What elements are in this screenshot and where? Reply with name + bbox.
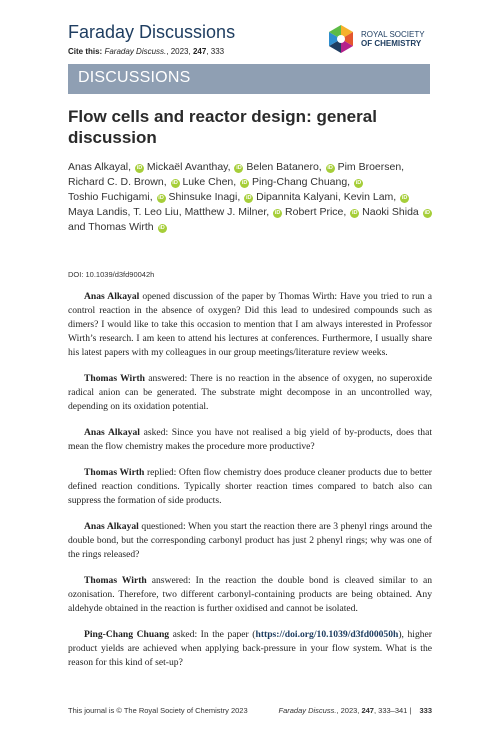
paragraph-text: answered: In the reaction the double bond is cleaved similar to an ozonisation. Therefore, two different carbonyl-containing products are being obtained. Any aldehyde obtained in the reaction is further oxidised and cannot be isolated.: [68, 575, 432, 614]
author-name[interactable]: Toshio Fuchigami,: [68, 191, 153, 203]
paragraph: [68, 520, 432, 562]
author[interactable]: [285, 206, 359, 218]
speaker-name: Anas Alkayal: [84, 427, 140, 438]
footer-volume: 247: [361, 706, 374, 715]
author-name[interactable]: Anas Alkayal,: [68, 161, 132, 173]
orcid-icon[interactable]: iD: [424, 210, 430, 216]
author[interactable]: [147, 161, 244, 173]
orcid-icon[interactable]: iD: [172, 180, 178, 186]
author-name[interactable]: Matthew J. Milner,: [184, 206, 270, 218]
footer-separator: |: [407, 706, 414, 715]
orcid-icon[interactable]: iD: [136, 165, 143, 171]
cite-page: , 333: [206, 47, 225, 56]
author[interactable]: [256, 191, 341, 203]
author-name[interactable]: Richard C. D. Brown,: [68, 176, 167, 188]
author-name[interactable]: Maya Landis,: [68, 206, 131, 218]
paragraph: [68, 466, 432, 508]
orcid-icon[interactable]: iD: [401, 195, 408, 201]
author[interactable]: [168, 191, 253, 203]
doi-link[interactable]: https://doi.org/10.1039/d3fd00050h: [255, 629, 399, 640]
orcid-icon[interactable]: iD: [159, 225, 165, 231]
author-name[interactable]: Luke Chen,: [182, 176, 237, 188]
speaker-name: Anas Alkayal: [84, 521, 139, 532]
paragraph: [68, 628, 432, 670]
footer-year: , 2023,: [336, 706, 362, 715]
speaker-name: Thomas Wirth: [84, 467, 145, 478]
paragraph-text: questioned: When you start the reaction there are 3 phenyl rings around the double bond, but the corresponding carbonyl product has just 2 phenyl rings; why was one of the rings released?: [68, 521, 432, 560]
paragraph-text: answered: There is no reaction in the absence of oxygen, no superoxide radical anion can be generated. The substrate might decompose in an uncontrolled way, depending on its oxidation potential.: [68, 373, 433, 412]
doi[interactable]: DOI: 10.1039/d3fd90042h: [68, 270, 155, 279]
cite-volume: 247: [192, 47, 207, 56]
speaker-name: Anas Alkayal: [84, 291, 140, 302]
paragraph: [68, 574, 432, 616]
speaker-name: Thomas Wirth: [84, 373, 146, 384]
author-name[interactable]: Kevin Lam,: [343, 191, 397, 203]
paragraph: [68, 372, 432, 414]
orcid-icon[interactable]: iD: [355, 180, 362, 186]
paragraph-text: ), higher product yields are achieved when applying back-pressure in your flow system. What is the reason for this kind of set-up?: [68, 629, 432, 668]
paragraph-text: asked: Since you have not realised a big yield of by-products, does that mean the flow chemistry makes the procedure more productive?: [68, 427, 433, 452]
section-label: DISCUSSIONS: [78, 69, 191, 86]
speaker-name: Ping-Chang Chuang: [84, 629, 170, 640]
cite-label: Cite this:: [68, 47, 103, 56]
paragraph-text: replied: Often flow chemistry does produce cleaner products due to better defined reaction conditions. Typically shorter reaction times compared to batch also can suppress the formation of side products.: [68, 467, 433, 506]
author[interactable]: [68, 191, 166, 203]
discussion-body: [68, 290, 432, 682]
cite-journal: Faraday Discuss.: [104, 47, 167, 56]
author-list: [68, 160, 438, 235]
section-banner: [68, 64, 430, 94]
author-name[interactable]: Shinsuke Inagi,: [168, 191, 241, 203]
orcid-icon[interactable]: iD: [236, 165, 242, 171]
orcid-icon[interactable]: iD: [158, 195, 164, 201]
citation-line: [68, 47, 224, 56]
footer-citation: [279, 706, 433, 715]
article-title: Flow cells and reactor design: general discussion: [68, 107, 377, 147]
copyright: This journal is © The Royal Society of Chemistry 2023: [68, 706, 248, 715]
author[interactable]: [246, 161, 334, 173]
author[interactable]: [182, 176, 249, 188]
footer-journal: Faraday Discuss.: [278, 706, 337, 715]
cite-year: , 2023,: [166, 47, 193, 56]
author[interactable]: [68, 206, 130, 218]
author-name[interactable]: and Thomas Wirth: [68, 221, 154, 233]
author-name[interactable]: Naoki Shida: [362, 206, 419, 218]
author-name[interactable]: Robert Price,: [285, 206, 347, 218]
page-footer: [68, 706, 432, 715]
paragraph-text: asked: In the paper (: [169, 629, 256, 640]
author-name[interactable]: T. Leo Liu,: [133, 206, 182, 218]
paragraph-text: opened discussion of the paper by Thomas Wirth: Have you tried to run a control reaction in the absence of oxygen? Did this lead to undesired compounds such as dimers? I would like to take this occasion to mention that I am always interested in Professor Wirth’s research. I am keen to attend his lectures at conferences. Furthermore, I usually share his latest papers with my colleagues in our group meetings/literature review weeks.: [68, 291, 433, 358]
orcid-icon[interactable]: iD: [327, 165, 333, 171]
rsc-logo-icon: [326, 24, 356, 54]
author[interactable]: [344, 191, 409, 203]
orcid-icon[interactable]: iD: [241, 180, 248, 186]
author[interactable]: [68, 176, 180, 188]
paragraph: [68, 426, 432, 454]
footer-pages: , 333–341: [373, 706, 408, 715]
author[interactable]: [68, 221, 167, 233]
author-name[interactable]: Mickaël Avanthay,: [146, 161, 231, 173]
author-name[interactable]: Ping-Chang Chuang,: [252, 176, 351, 188]
speaker-name: Thomas Wirth: [84, 575, 147, 586]
author-name[interactable]: Belen Batanero,: [246, 161, 322, 173]
author[interactable]: [185, 206, 283, 218]
orcid-icon[interactable]: iD: [245, 195, 252, 201]
author[interactable]: [68, 161, 144, 173]
author[interactable]: [362, 206, 432, 218]
author[interactable]: [133, 206, 181, 218]
orcid-icon[interactable]: iD: [274, 210, 281, 216]
journal-title: Faraday Discussions: [68, 22, 236, 42]
publisher-line-1: ROYAL SOCIETY: [361, 30, 425, 39]
author[interactable]: [338, 161, 405, 173]
publisher-line-2: OF CHEMISTRY: [361, 39, 422, 48]
paragraph: [68, 290, 432, 360]
author[interactable]: [252, 176, 363, 188]
publisher-logo: [326, 24, 436, 54]
orcid-icon[interactable]: iD: [351, 210, 358, 216]
author-name[interactable]: Dipannita Kalyani,: [256, 191, 341, 203]
page-number: 333: [419, 706, 432, 715]
author-name[interactable]: Pim Broersen,: [337, 161, 405, 173]
